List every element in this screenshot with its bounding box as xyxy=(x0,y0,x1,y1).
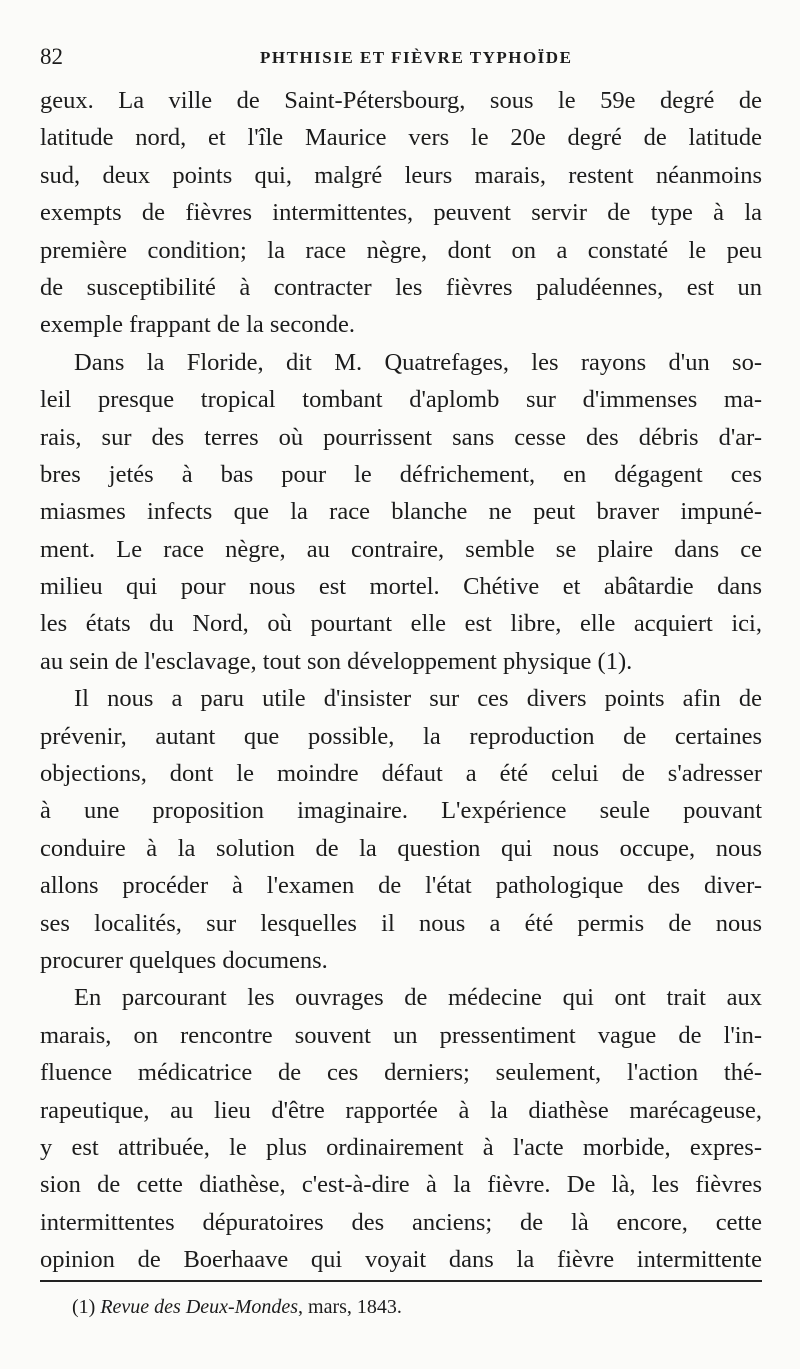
text-line: geux. La ville de Saint-Pétersbourg, sous le 59e degré de xyxy=(40,87,762,114)
text-line: procurer quelques documens. xyxy=(40,946,328,974)
text-line: rais, sur des terres où pourrissent sans cesse des débris d'ar- xyxy=(40,423,762,451)
text-line: leil presque tropical tombant d'aplomb sur d'immenses ma- xyxy=(40,386,762,414)
text-line: bres jetés à bas pour le défrichement, en dégagent ces xyxy=(40,460,762,488)
running-title: PHTHISIE ET FIÈVRE TYPHOÏDE xyxy=(260,48,573,67)
text-line: exemple frappant de la seconde. xyxy=(40,311,355,339)
text-line: de susceptibilité à contracter les fièvres paludéennes, est un xyxy=(40,273,762,301)
text-line: intermittentes dépuratoires des anciens; de là encore, cette xyxy=(40,1208,762,1236)
text-line: ment. Le race nègre, au contraire, semble se plaire dans ce xyxy=(40,535,762,563)
text-line: objections, dont le moindre défaut a été celui de s'adresser xyxy=(40,760,762,788)
text-line: les états du Nord, où pourtant elle est libre, elle acquiert ici, xyxy=(40,610,762,638)
paragraph xyxy=(40,344,762,681)
footnote-marker: (1) xyxy=(72,1296,96,1318)
text-line: sion de cette diathèse, c'est-à-dire à la fièvre. De là, les fièvres xyxy=(40,1171,762,1199)
text-line: miasmes infects que la race blanche ne peut braver impuné- xyxy=(40,498,762,526)
text-line: opinion de Boerhaave qui voyait dans la fièvre intermittente xyxy=(40,1246,762,1274)
text-line: Il nous a paru utile d'insister sur ces divers points afin de xyxy=(74,685,762,713)
footnote-source: Revue des Deux-Mondes xyxy=(100,1296,299,1318)
text-line: Dans la Floride, dit M. Quatrefages, les rayons d'un so- xyxy=(74,348,762,376)
footnote xyxy=(72,1296,402,1319)
text-line: première condition; la race nègre, dont on a constaté le peu xyxy=(40,236,762,264)
footnote-rule xyxy=(40,1280,762,1282)
text-line: exempts de fièvres intermittentes, peuvent servir de type à la xyxy=(40,199,762,227)
page-number: 82 xyxy=(40,44,63,69)
text-line: y est attribuée, le plus ordinairement à l'acte morbide, expres- xyxy=(40,1133,762,1161)
text-line: conduire à la solution de la question qui nous occupe, nous xyxy=(40,834,762,862)
text-line: rapeutique, au lieu d'être rapportée à la diathèse marécageuse, xyxy=(40,1096,762,1124)
footnote-date: , mars, 1843. xyxy=(298,1296,402,1318)
text-line: prévenir, autant que possible, la reproduction de certaines xyxy=(40,722,762,750)
text-line: latitude nord, et l'île Maurice vers le 20e degré de latitude xyxy=(40,124,762,152)
text-line: allons procéder à l'examen de l'état pathologique des diver- xyxy=(40,872,762,900)
text-line: fluence médicatrice de ces derniers; seulement, l'action thé- xyxy=(40,1059,762,1087)
page-header xyxy=(40,40,762,76)
text-line: à une proposition imaginaire. L'expérience seule pouvant xyxy=(40,797,762,825)
text-line: au sein de l'esclavage, tout son développement physique (1). xyxy=(40,647,633,675)
paragraph xyxy=(40,680,762,979)
body-text xyxy=(40,82,762,1279)
text-line: ses localités, sur lesquelles il nous a été permis de nous xyxy=(40,909,762,937)
paragraph xyxy=(40,979,762,1278)
text-line: marais, on rencontre souvent un pressentiment vague de l'in- xyxy=(40,1021,762,1049)
text-line: sud, deux points qui, malgré leurs marais, restent néanmoins xyxy=(40,161,762,189)
paragraph xyxy=(40,82,762,344)
text-line: milieu qui pour nous est mortel. Chétive et abâtardie dans xyxy=(40,573,762,601)
text-line: En parcourant les ouvrages de médecine qui ont trait aux xyxy=(74,984,762,1012)
